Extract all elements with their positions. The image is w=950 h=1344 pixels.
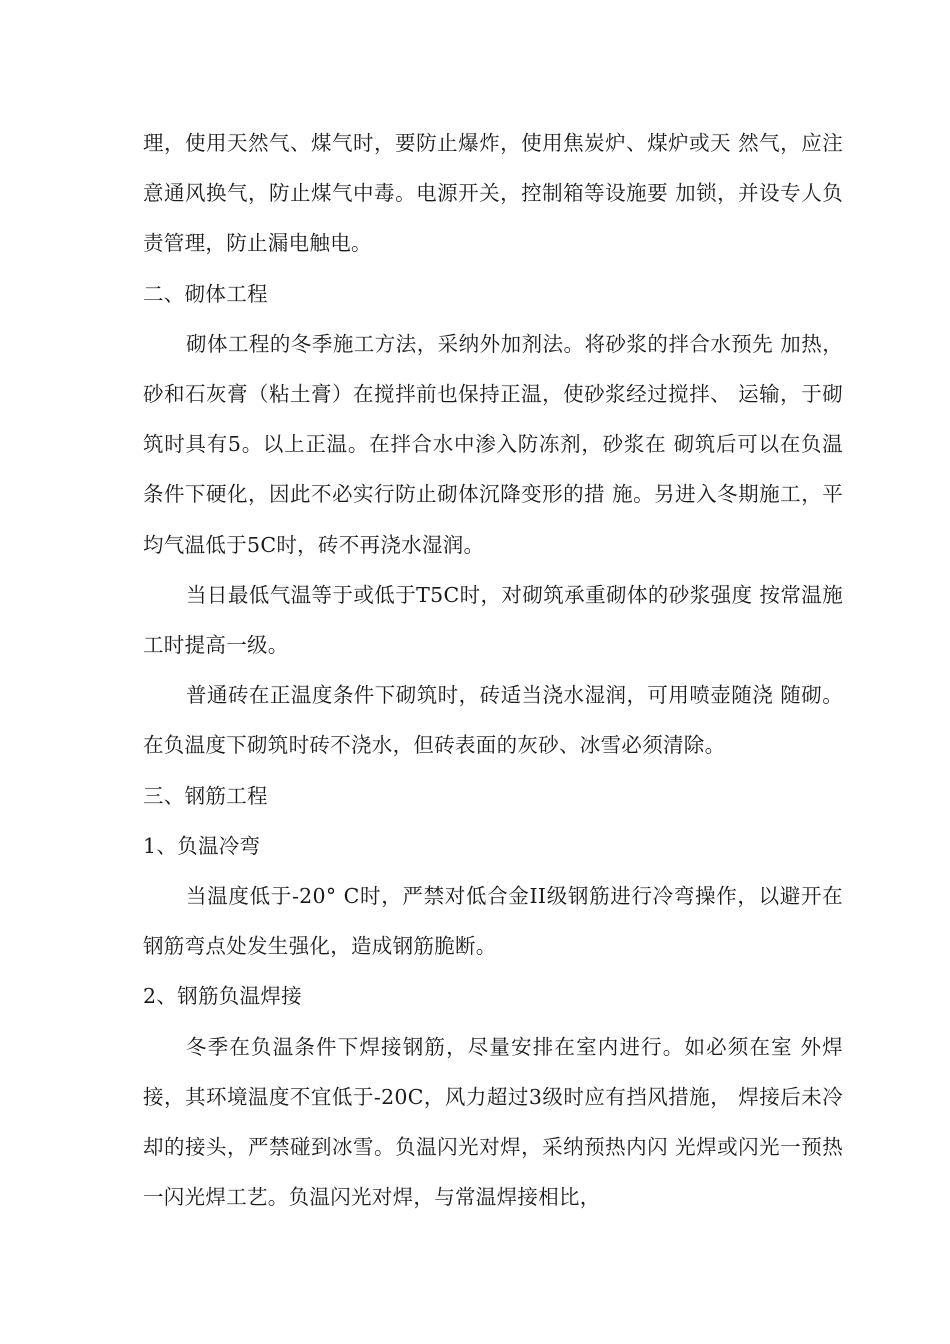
document-body <box>143 118 843 1222</box>
paragraph-safety-continued: 理，使用天然气、煤气时，要防止爆炸，使用焦炭炉、煤炉或天 然气，应注意通风换气，防止煤气中毒。电源开关，控制箱等设施要 加锁，并设专人负责管理，防止漏电触电。 <box>143 131 843 256</box>
paragraph-masonry-method: 砌体工程的冬季施工方法，采纳外加剂法。将砂浆的拌合水预先 加热，砂和石灰膏（粘土膏）在搅拌前也保持正温，使砂浆经过搅拌、 运输，于砌筑时具有5。以上正温。在拌合水中渗入防冻剂，砂浆在 砌筑后可以在负温条件下硬化，因此不必实行防止砌体沉降变形的措 施。另进入冬期施工，平均气温低于5C时，砖不再浇水湿润。 <box>143 331 843 557</box>
paragraph-mortar-strength: 当日最低气温等于或低于T5C时，对砌筑承重砌体的砂浆强度 按常温施工时提高一级。 <box>143 582 843 658</box>
subsection-heading-cold-bending: 1、负温冷弯 <box>143 833 261 858</box>
paragraph-brick-wetting: 普通砖在正温度条件下砌筑时，砖适当浇水湿润，可用喷壶随浇 随砌。在负温度下砌筑时砖不浇水，但砖表面的灰砂、冰雪必须清除。 <box>143 683 843 758</box>
paragraph-cold-bending: 当温度低于-20° C时，严禁对低合金II级钢筋进行冷弯操作，以避开在钢筋弯点处发生强化，造成钢筋脆断。 <box>143 884 843 959</box>
subsection-heading-welding: 2、钢筋负温焊接 <box>143 984 302 1009</box>
section-heading-masonry: 二、砌体工程 <box>143 281 268 306</box>
paragraph-welding: 冬季在负温条件下焊接钢筋，尽量安排在室内进行。如必须在室 外焊接，其环境温度不宜低于-20C，风力超过3级时应有挡风措施， 焊接后未冷却的接头，严禁碰到冰雪。负温闪光对焊，采纳预热内闪 光焊或闪光一预热一闪光焊工艺。负温闪光对焊，与常温焊接相比， <box>143 1034 843 1210</box>
section-heading-rebar: 三、钢筋工程 <box>143 783 268 808</box>
